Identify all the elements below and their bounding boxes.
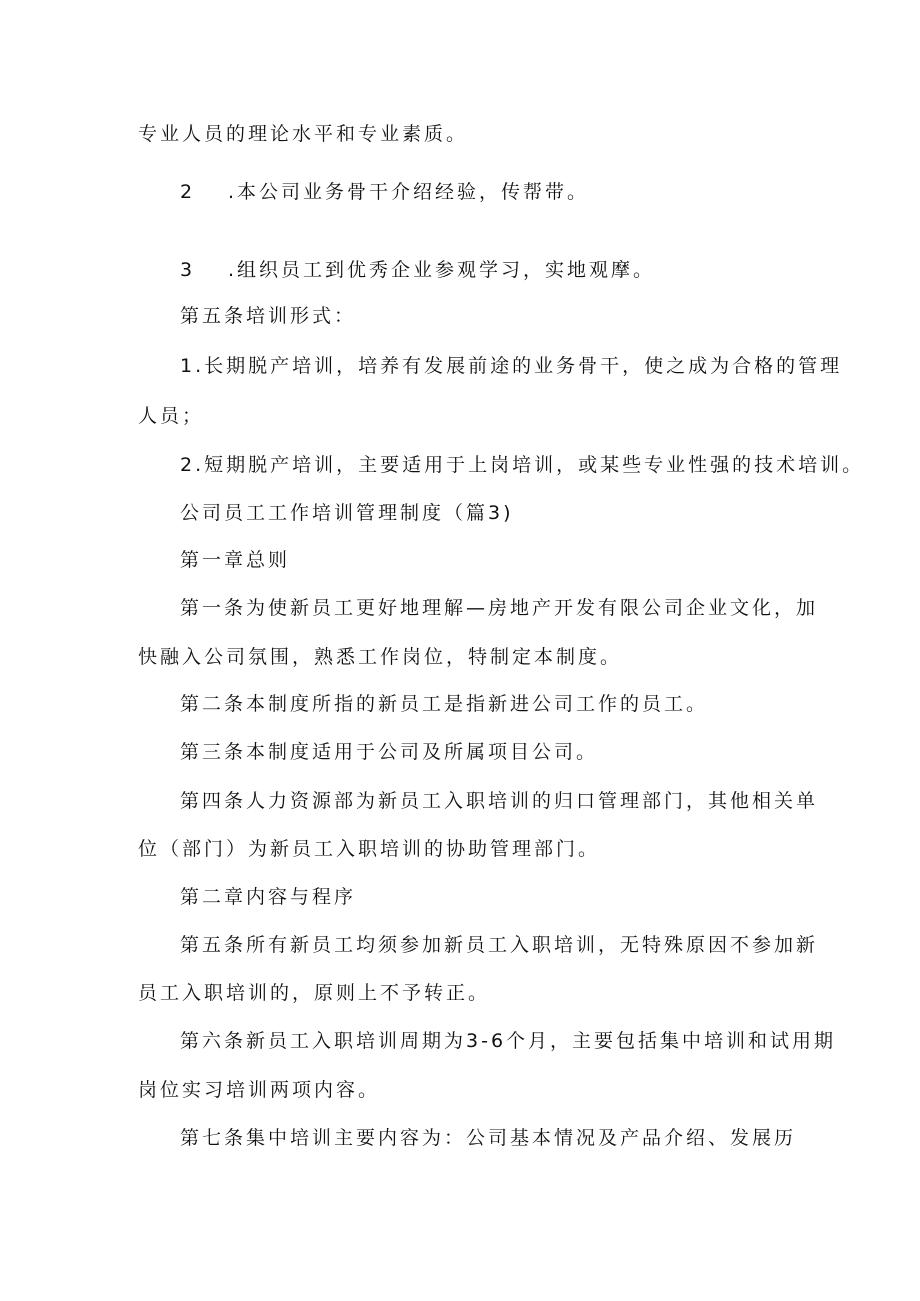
list-number: 2 — [180, 181, 193, 203]
text-line: 第五条所有新员工均须参加新员工入职培训，无特殊原因不参加新 — [180, 934, 819, 956]
text-line: 人员； — [138, 405, 205, 427]
text-line: 专业人员的理论水平和专业素质。 — [138, 123, 469, 145]
text-line: 1.长期脱产培训，培养有发展前途的业务骨干，使之成为合格的管理 — [180, 355, 843, 377]
text-line: 岗位实习培训两项内容。 — [138, 1079, 381, 1101]
section-title: 公司员工工作培训管理制度（篇3) — [180, 502, 514, 524]
text-line: 第三条本制度适用于公司及所属项目公司。 — [180, 741, 599, 763]
chapter-heading: 第一章总则 — [180, 549, 291, 571]
list-text: .组织员工到优秀企业参观学习，实地观摩。 — [228, 259, 656, 281]
text-line: 第四条人力资源部为新员工入职培训的归口管理部门，其他相关单 — [180, 790, 819, 812]
list-number: 3 — [180, 259, 193, 281]
text-line: 2.短期脱产培训，主要适用于上岗培训，或某些专业性强的技术培训。 — [180, 454, 865, 476]
text-line: 位（部门）为新员工入职培训的协助管理部门。 — [138, 838, 601, 860]
chapter-heading: 第二章内容与程序 — [180, 886, 357, 908]
article-heading: 第五条培训形式： — [180, 305, 357, 327]
text-line: 第七条集中培训主要内容为：公司基本情况及产品介绍、发展历 — [180, 1127, 797, 1149]
text-line: 第二条本制度所指的新员工是指新进公司工作的员工。 — [180, 693, 709, 715]
list-item-3 — [180, 258, 655, 282]
list-item-2 — [180, 180, 589, 204]
text-line: 第一条为使新员工更好地理解—房地产开发有限公司企业文化，加 — [180, 597, 819, 619]
text-line: 快融入公司氛围，熟悉工作岗位，特制定本制度。 — [138, 646, 623, 668]
text-line: 第六条新员工入职培训周期为3-6个月，主要包括集中培训和试用期 — [180, 1030, 837, 1052]
text-line: 员工入职培训的，原则上不予转正。 — [138, 982, 491, 1004]
list-text: .本公司业务骨干介绍经验，传帮带。 — [228, 181, 590, 203]
